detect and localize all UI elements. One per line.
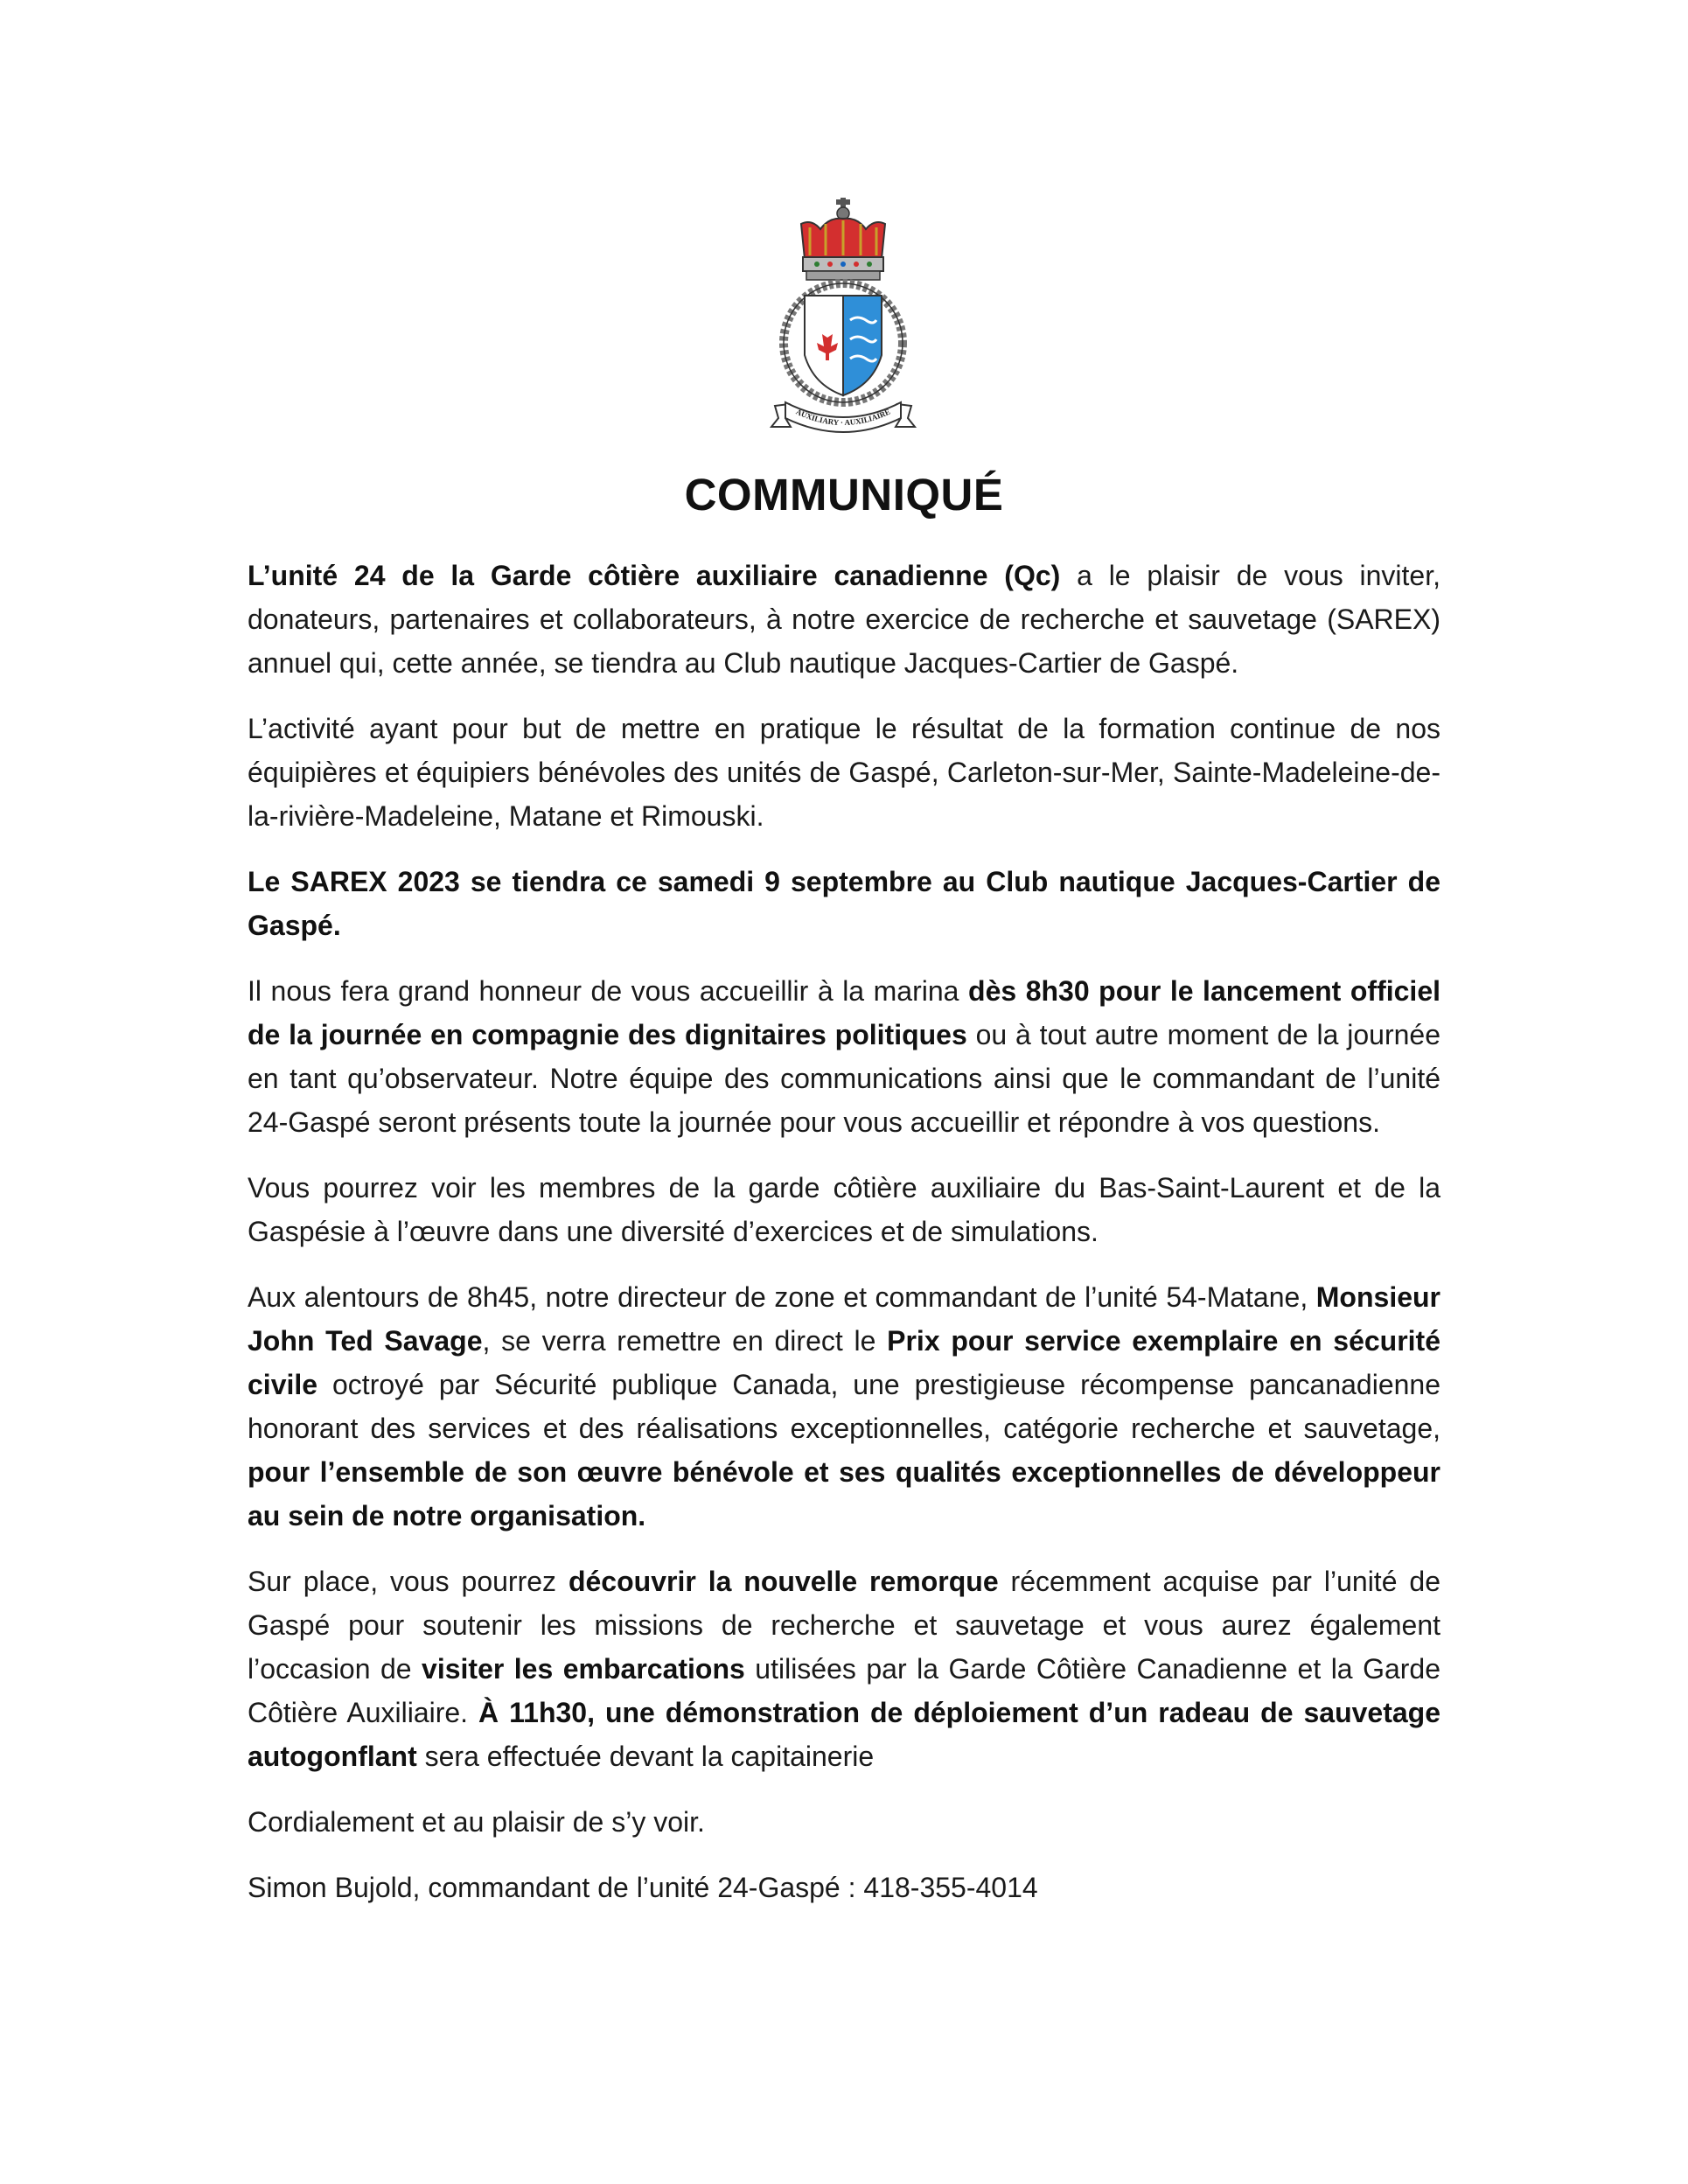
paragraph-date — [248, 860, 1440, 947]
text-run: découvrir la nouvelle remorque — [568, 1566, 999, 1597]
paragraph-welcome — [248, 969, 1440, 1144]
paragraph-activity — [248, 707, 1440, 838]
text-run: dès 8h30 pour le lancement officiel de la journée en compagnie des dignitaires politiques — [248, 975, 1441, 1050]
text-run: Monsieur John Ted Savage — [248, 1281, 1440, 1357]
paragraph-intro — [248, 554, 1440, 685]
text-run: ou à tout autre moment de la journée en tant qu’observateur. Notre équipe des communications ainsi que le commandant de l’unité 24-Gaspé seront présents toute la journée pour vous accueillir et répondre à vos questions. — [248, 1019, 1441, 1138]
text-run: Sur place, vous pourrez — [248, 1566, 568, 1597]
text-run: Prix pour service exemplaire en sécurité civile — [248, 1325, 1440, 1400]
shield-icon — [805, 296, 882, 395]
paragraph-onsite — [248, 1560, 1440, 1778]
auxiliary-crest-logo — [759, 198, 927, 437]
crown-icon — [801, 198, 885, 280]
text-run: Vous pourrez voir les membres de la garde côtière auxiliaire du Bas-Saint-Laurent et de la Gaspésie à l’œuvre dans une diversité d’exercices et de simulations. — [248, 1172, 1440, 1247]
ribbon-icon — [771, 402, 915, 432]
text-run: L’unité 24 de la Garde côtière auxiliaire canadienne (Qc) — [248, 560, 1061, 591]
text-run: visiter les embarcations — [422, 1653, 745, 1685]
document-body — [248, 554, 1440, 1931]
text-run: utilisées par la Garde Côtière Canadienne et la Garde Côtière Auxiliaire. — [248, 1653, 1441, 1728]
text-run: À 11h30, une démonstration de déploiement d’un radeau de sauvetage autogonflant — [248, 1697, 1441, 1772]
closing-line: Cordialement et au plaisir de s’y voir. — [248, 1806, 705, 1838]
text-run: récemment acquise par l’unité de Gaspé pour soutenir les missions de recherche et sauvetage et vous aurez également l’occasion de — [248, 1566, 1441, 1685]
text-run: a le plaisir de vous inviter, donateurs, partenaires et collaborateurs, à notre exercice de recherche et sauvetage (SAREX) annuel qui, cette année, se tiendra au Club nautique Jacques-Cartier de Gaspé. — [248, 560, 1441, 679]
paragraph-members — [248, 1166, 1440, 1253]
text-run: L’activité ayant pour but de mettre en pratique le résultat de la formation continue de nos équipières et équipiers bénévoles des unités de Gaspé, Carleton-sur-Mer, Sainte-Madeleine-de-la-rivière-Madeleine, Matane et Rimouski. — [248, 713, 1440, 832]
page-title: COMMUNIQUÉ — [684, 470, 1004, 520]
paragraph-award — [248, 1275, 1440, 1538]
text-run: , se verra remettre en direct le — [482, 1325, 888, 1357]
text-run: Le SAREX 2023 se tiendra ce samedi 9 septembre au Club nautique Jacques-Cartier de Gaspé. — [248, 866, 1440, 941]
text-run: Il nous fera grand honneur de vous accueillir à la marina — [248, 975, 969, 1007]
text-run: sera effectuée devant la capitainerie — [416, 1741, 875, 1772]
signature-line: Simon Bujold, commandant de l’unité 24-Gaspé : 418-355-4014 — [248, 1872, 1038, 1903]
ribbon-text: AUXILIARY · AUXILIAIRE — [794, 407, 892, 428]
text-run: Aux alentours de 8h45, notre directeur de zone et commandant de l’unité 54-Matane, — [248, 1281, 1316, 1313]
text-run: octroyé par Sécurité publique Canada, une prestigieuse récompense pancanadienne honorant des services et des réalisations exceptionnelles, catégorie recherche et sauvetage, — [248, 1369, 1440, 1444]
text-run: pour l’ensemble de son œuvre bénévole et ses qualités exceptionnelles de développeur au sein de notre organisation. — [248, 1456, 1440, 1532]
crest-icon — [759, 198, 927, 437]
